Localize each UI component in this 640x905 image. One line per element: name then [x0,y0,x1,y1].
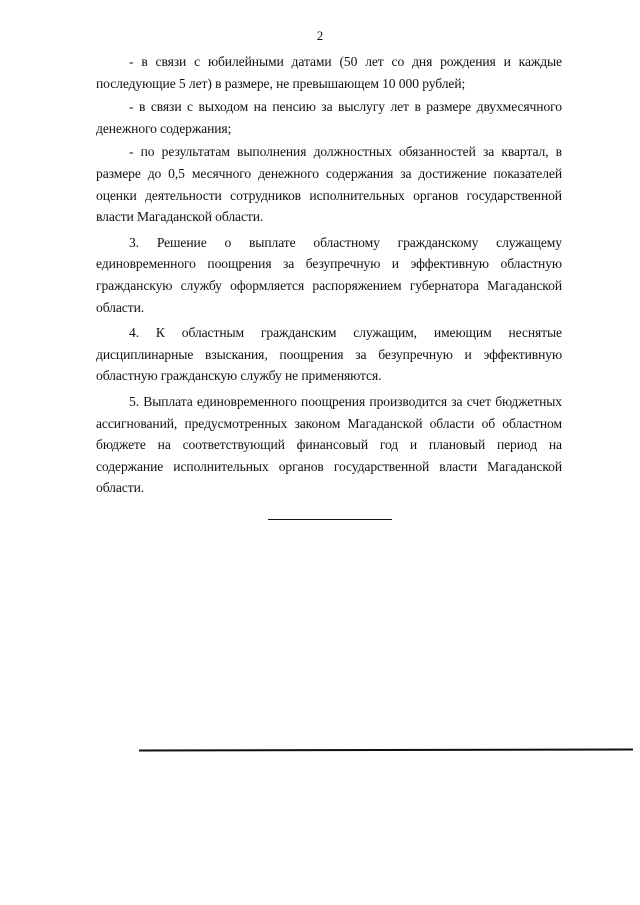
paragraph-item-3: 3. Решение о выплате областному гражданскому служащему единовременного поощрения за безупречную и эффективную областную гражданскую службу оформляется распоряжением губернатора Магаданской области. [96,234,562,315]
paragraph-retirement: - в связи с выходом на пенсию за выслугу лет в размере двухмесячного денежного содержания; [96,99,562,136]
paragraph-quarterly: - по результатам выполнения должностных обязанностей за квартал, в размере до 0,5 месячного денежного содержания за достижение показателей оценки деятельности сотрудников исполнительных органов государственной власти Магаданской области. [96,144,562,225]
paragraph-item-5: 5. Выплата единовременного поощрения производится за счет бюджетных ассигнований, предусмотренных законом Магаданской области об областном бюджете на соответствующий финансовый год и плановый период на содержание исполнительных органов государственной власти Магаданской области. [96,393,562,496]
page-number: 2 [316,28,324,43]
paragraph-item-4: 4. К областным гражданским служащим, имеющим неснятые дисциплинарные взыскания, поощрения за безупречную и эффективную областную гражданскую службу не применяются. [96,325,562,384]
page-divider-line [139,748,633,751]
document-body [96,51,562,499]
paragraph-jubilee: - в связи с юбилейными датами (50 лет со дня рождения и каждые последующие 5 лет) в размере, не превышающем 10 000 рублей; [96,54,562,91]
end-of-text-separator [268,519,392,520]
